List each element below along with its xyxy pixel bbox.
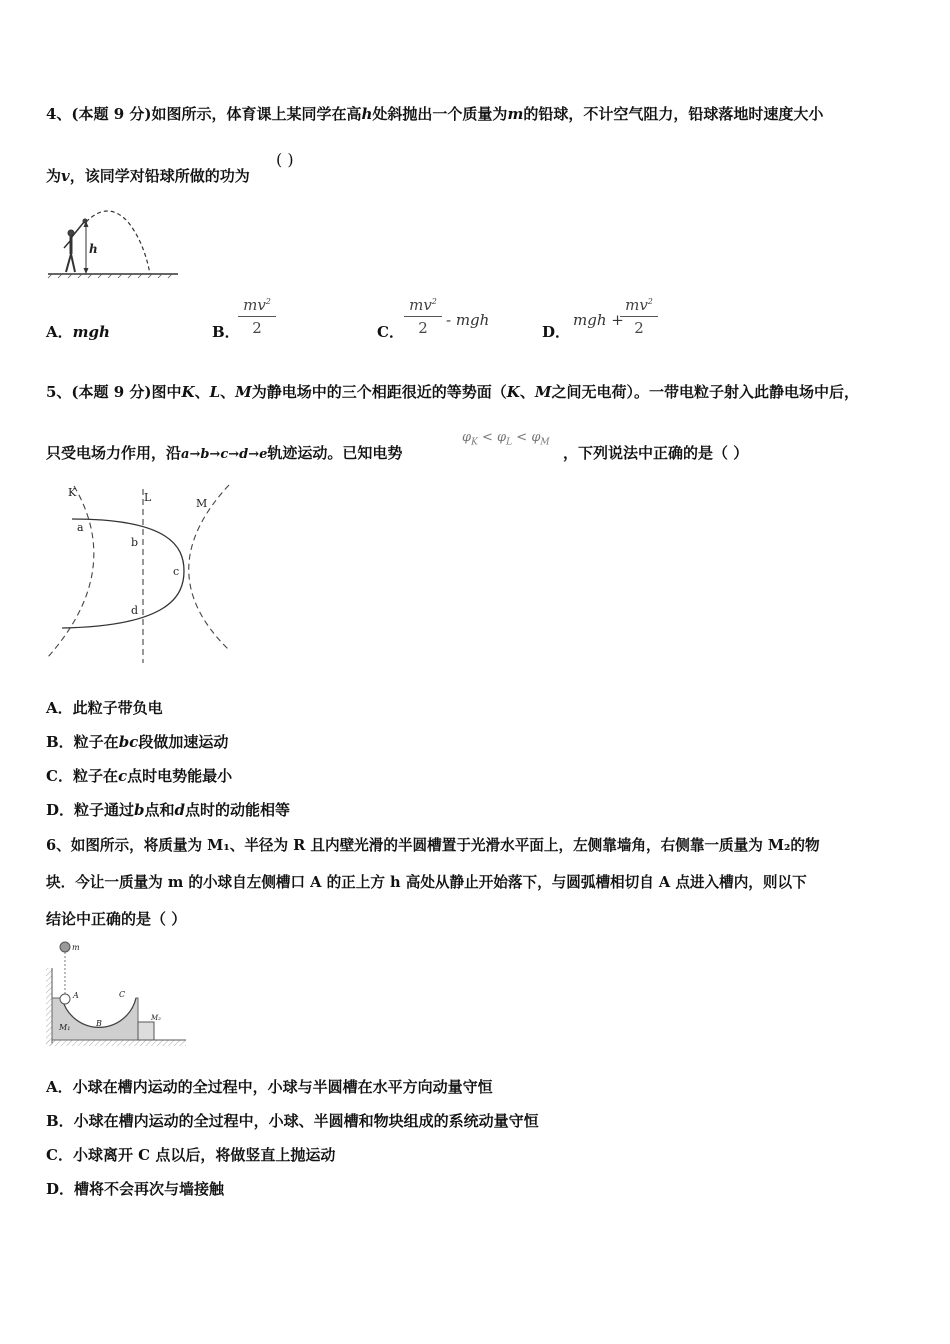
fig-label-m: m <box>72 943 80 952</box>
ball-top <box>60 942 70 952</box>
q4-option-a-value: mgh <box>72 323 110 341</box>
q4-var-m: m <box>507 105 524 123</box>
q6-stem-line1: 6、如图所示，将质量为 M₁、半径为 R 且内壁光滑的半圆槽置于光滑水平面上，左侧靠墙角，右侧靠一质量为 M₂的物 <box>46 837 820 854</box>
fig-label-a: a <box>77 521 84 534</box>
q4-stem-c: 的铅球，不计空气阻力，铅球落地时速度大小 <box>523 105 824 123</box>
q4-option-d-mgh-plus: mgh + <box>573 311 624 329</box>
q5-stem-line2: 只受电场力作用，沿a→b→c→d→e轨迹运动。已知电势 <box>46 444 403 462</box>
q6-option-c: C．小球离开 C 点以后，将做竖直上抛运动 <box>46 1146 336 1164</box>
q5-option-b: B．粒子在bc段做加速运动 <box>46 733 229 751</box>
q4-option-c-fraction: $\frac{mv^2}{2}$ <box>404 296 442 337</box>
q4-var-h: h <box>361 105 373 123</box>
q6-option-a: A．小球在槽内运动的全过程中，小球与半圆槽在水平方向动量守恒 <box>46 1078 493 1096</box>
ball-at-a <box>60 994 70 1004</box>
equipotential-m <box>189 485 229 649</box>
q5-stem-line1: 5、(本题 9 分)图中K、L、M为静电场中的三个相距很近的等势面（K、M之间无电荷）。一带电粒子射入此静电场中后， <box>46 383 859 401</box>
block-m2 <box>138 1022 154 1040</box>
fig-label-b: B <box>96 1019 102 1028</box>
q4-stem-a: 4、(本题 9 分)如图所示，体育课上某同学在高 <box>46 105 362 123</box>
q4-option-b-fraction: $\frac{mv^2}{2}$ <box>238 296 276 337</box>
q6-option-d: D．槽将不会再次与墙接触 <box>46 1180 225 1198</box>
fig-label-c: c <box>173 565 180 578</box>
q4-option-d-label: D． <box>542 323 571 341</box>
q4-stem-b: 处斜抛出一个质量为 <box>372 105 508 123</box>
q6-figure <box>44 938 189 1048</box>
q6-option-b: B．小球在槽内运动的全过程中，小球、半圆槽和物块组成的系统动量守恒 <box>46 1112 539 1130</box>
q4-stem-line1 <box>46 103 823 124</box>
q4-figure <box>46 208 181 280</box>
fig-label-h: h <box>89 242 98 256</box>
fig-label-a: A <box>73 991 79 1000</box>
q5-option-d: D．粒子通过b点和d点时的动能相等 <box>46 801 291 819</box>
floor <box>46 1040 186 1046</box>
q4-var-v: v <box>61 167 70 185</box>
q4-stem-e: ，该同学对铅球所做的功为 <box>69 167 250 185</box>
q5-path: a→b→c→d→e <box>181 447 268 462</box>
q6-stem-line2: 块．今让一质量为 m 的小球自左侧槽口 A 的正上方 h 高处从静止开始落下，与圆弧槽相切自 A 点进入槽内，则以下 <box>46 874 807 891</box>
q5-option-c: C．粒子在c点时电势能最小 <box>46 767 233 785</box>
q5-figure <box>44 481 234 666</box>
particle-trajectory <box>62 519 184 628</box>
fig-label-c: C <box>119 990 126 999</box>
q5-potential-inequality: $\varphi_K < \varphi_L < \varphi_M$ <box>462 430 550 448</box>
q5-stem-tail: ，下列说法中正确的是（ ） <box>563 444 749 462</box>
q4-option-c-label: C． <box>377 323 404 341</box>
fig-label-l: L <box>144 491 152 504</box>
fig-label-m2: M₂ <box>151 1014 161 1022</box>
q6-stem-line3: 结论中正确的是（ ） <box>46 910 187 928</box>
q4-option-d-fraction: $\frac{mv^2}{2}$ <box>620 296 658 337</box>
q5-option-a: A．此粒子带负电 <box>46 699 163 717</box>
q4-stem-d: 为 <box>46 167 62 185</box>
q4-option-c-minus-mgh: - mgh <box>446 311 490 329</box>
fig-label-m: M <box>196 497 208 510</box>
fig-label-d: d <box>131 604 139 617</box>
q4-option-b-label: B． <box>212 323 240 341</box>
equipotential-k <box>48 486 94 657</box>
fig-label-m1: M₁ <box>59 1023 71 1032</box>
q4-answer-bracket: ( ) <box>276 150 294 169</box>
wall <box>46 968 52 1046</box>
q4-stem-line2 <box>46 165 250 186</box>
q4-option-a: A．mgh <box>46 323 110 341</box>
fig-label-b: b <box>131 536 139 549</box>
fig-label-k: K <box>68 486 77 499</box>
